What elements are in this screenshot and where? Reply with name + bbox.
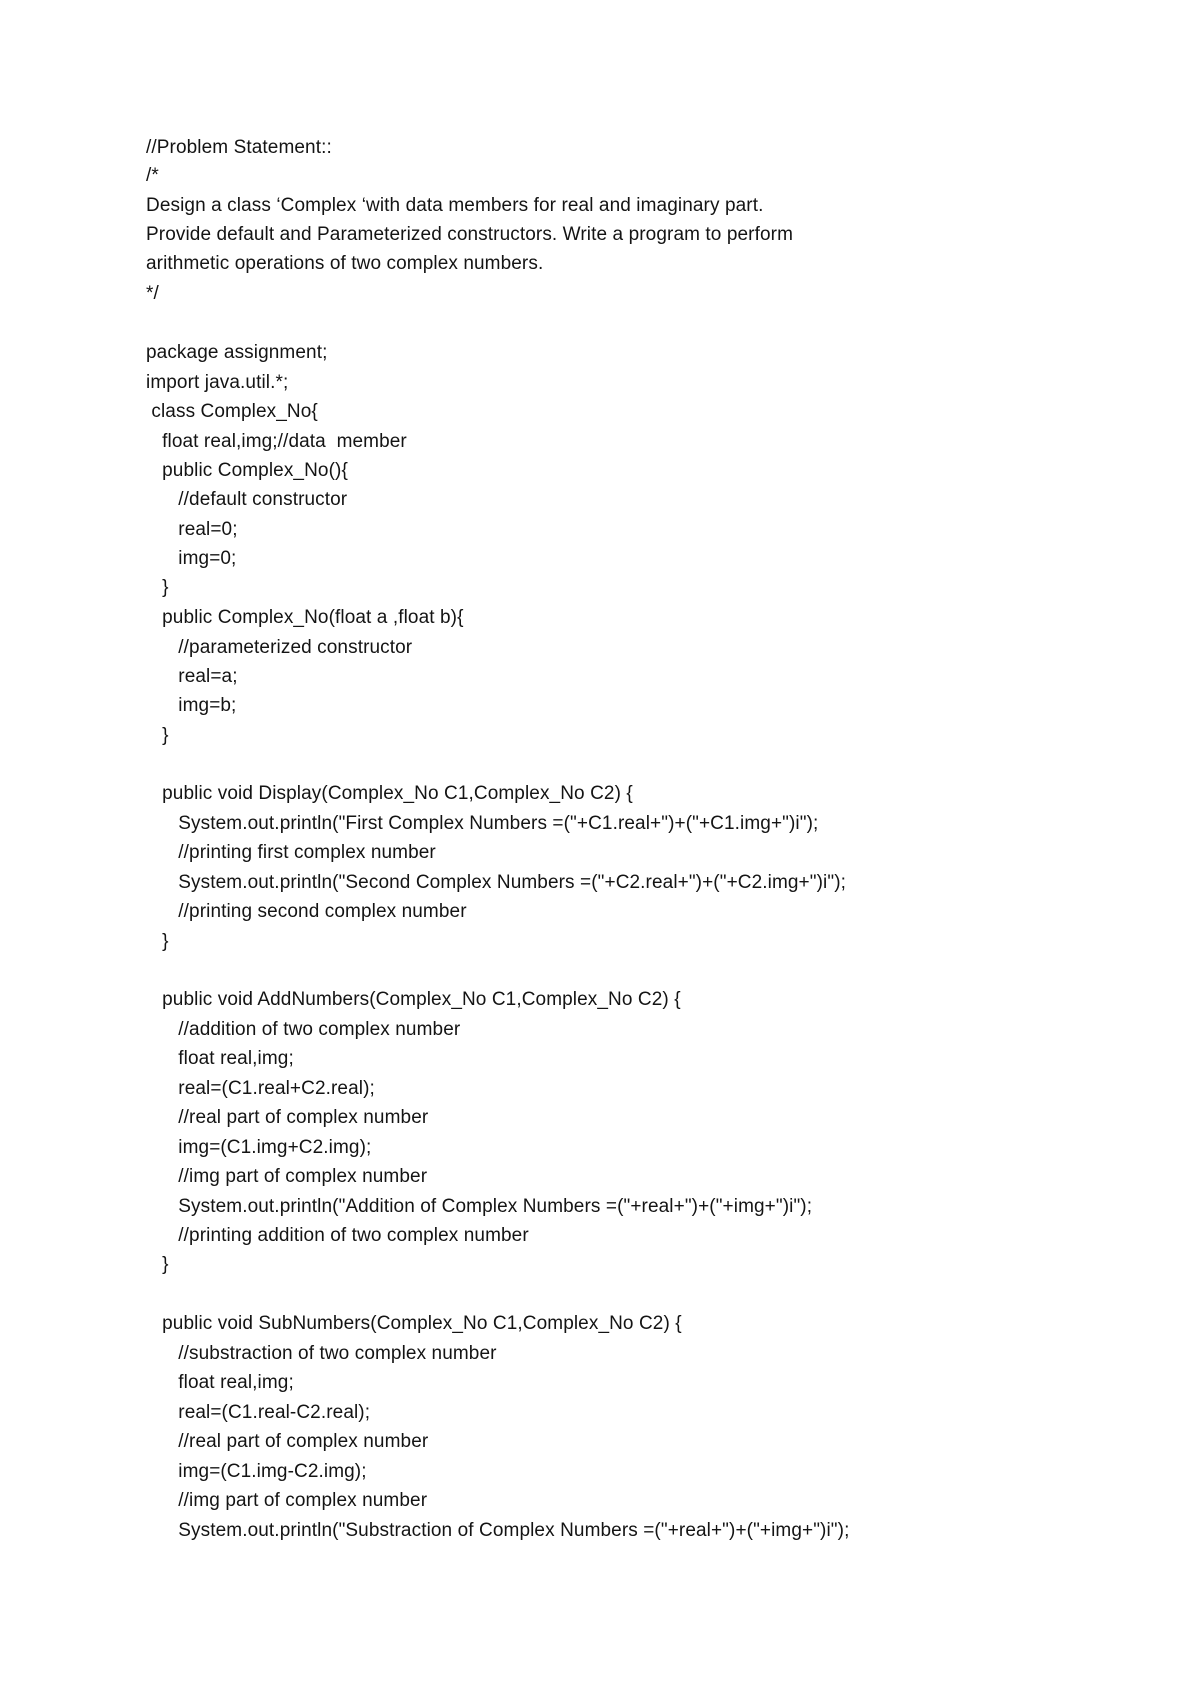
code-line: //printing first complex number — [146, 842, 436, 863]
code-line: public void SubNumbers(Complex_No C1,Complex_No C2) { — [146, 1313, 682, 1334]
code-line: } — [146, 1254, 169, 1275]
code-line: System.out.println("Addition of Complex Numbers =("+real+")+("+img+")i"); — [146, 1196, 813, 1217]
code-line: //addition of two complex number — [146, 1019, 461, 1040]
code-line: //parameterized constructor — [146, 637, 413, 658]
code-line: float real,img; — [146, 1372, 294, 1393]
code-line: import java.util.*; — [146, 372, 289, 393]
code-line: Design a class ‘Complex ‘with data members for real and imaginary part. — [146, 195, 764, 216]
code-line: //printing second complex number — [146, 901, 467, 922]
code-line: } — [146, 931, 169, 952]
code-line: real=0; — [146, 519, 238, 540]
code-line: //Problem Statement:: — [146, 137, 332, 158]
code-line: System.out.println("Second Complex Numbers =("+C2.real+")+("+C2.img+")i"); — [146, 872, 846, 893]
code-line: class Complex_No{ — [146, 401, 318, 422]
code-line: arithmetic operations of two complex numbers. — [146, 253, 544, 274]
code-line: } — [146, 725, 169, 746]
code-line: //img part of complex number — [146, 1166, 428, 1187]
code-line: package assignment; — [146, 342, 328, 363]
code-line: //printing addition of two complex number — [146, 1225, 529, 1246]
code-line: //real part of complex number — [146, 1431, 429, 1452]
code-line: img=(C1.img-C2.img); — [146, 1461, 367, 1482]
code-line: //substraction of two complex number — [146, 1343, 497, 1364]
code-line: img=(C1.img+C2.img); — [146, 1137, 372, 1158]
code-line: float real,img;//data member — [146, 431, 407, 452]
code-line: } — [146, 577, 169, 598]
code-line: //real part of complex number — [146, 1107, 429, 1128]
code-line: System.out.println("First Complex Numbers =("+C1.real+")+("+C1.img+")i"); — [146, 813, 819, 834]
code-line: public Complex_No(){ — [146, 460, 348, 481]
code-line: System.out.println("Substraction of Complex Numbers =("+real+")+("+img+")i"); — [146, 1520, 850, 1541]
code-line: img=0; — [146, 548, 237, 569]
code-line: real=a; — [146, 666, 238, 687]
code-line: real=(C1.real+C2.real); — [146, 1078, 375, 1099]
code-line: */ — [146, 283, 159, 304]
code-line: real=(C1.real-C2.real); — [146, 1402, 371, 1423]
code-line: //img part of complex number — [146, 1490, 428, 1511]
code-line: //default constructor — [146, 489, 348, 510]
code-line: public void AddNumbers(Complex_No C1,Complex_No C2) { — [146, 989, 681, 1010]
code-line: Provide default and Parameterized constructors. Write a program to perform — [146, 224, 793, 245]
code-line: /* — [146, 165, 159, 186]
code-line: public void Display(Complex_No C1,Complex_No C2) { — [146, 783, 633, 804]
code-line: img=b; — [146, 695, 237, 716]
code-line: float real,img; — [146, 1048, 294, 1069]
code-line: public Complex_No(float a ,float b){ — [146, 607, 464, 628]
